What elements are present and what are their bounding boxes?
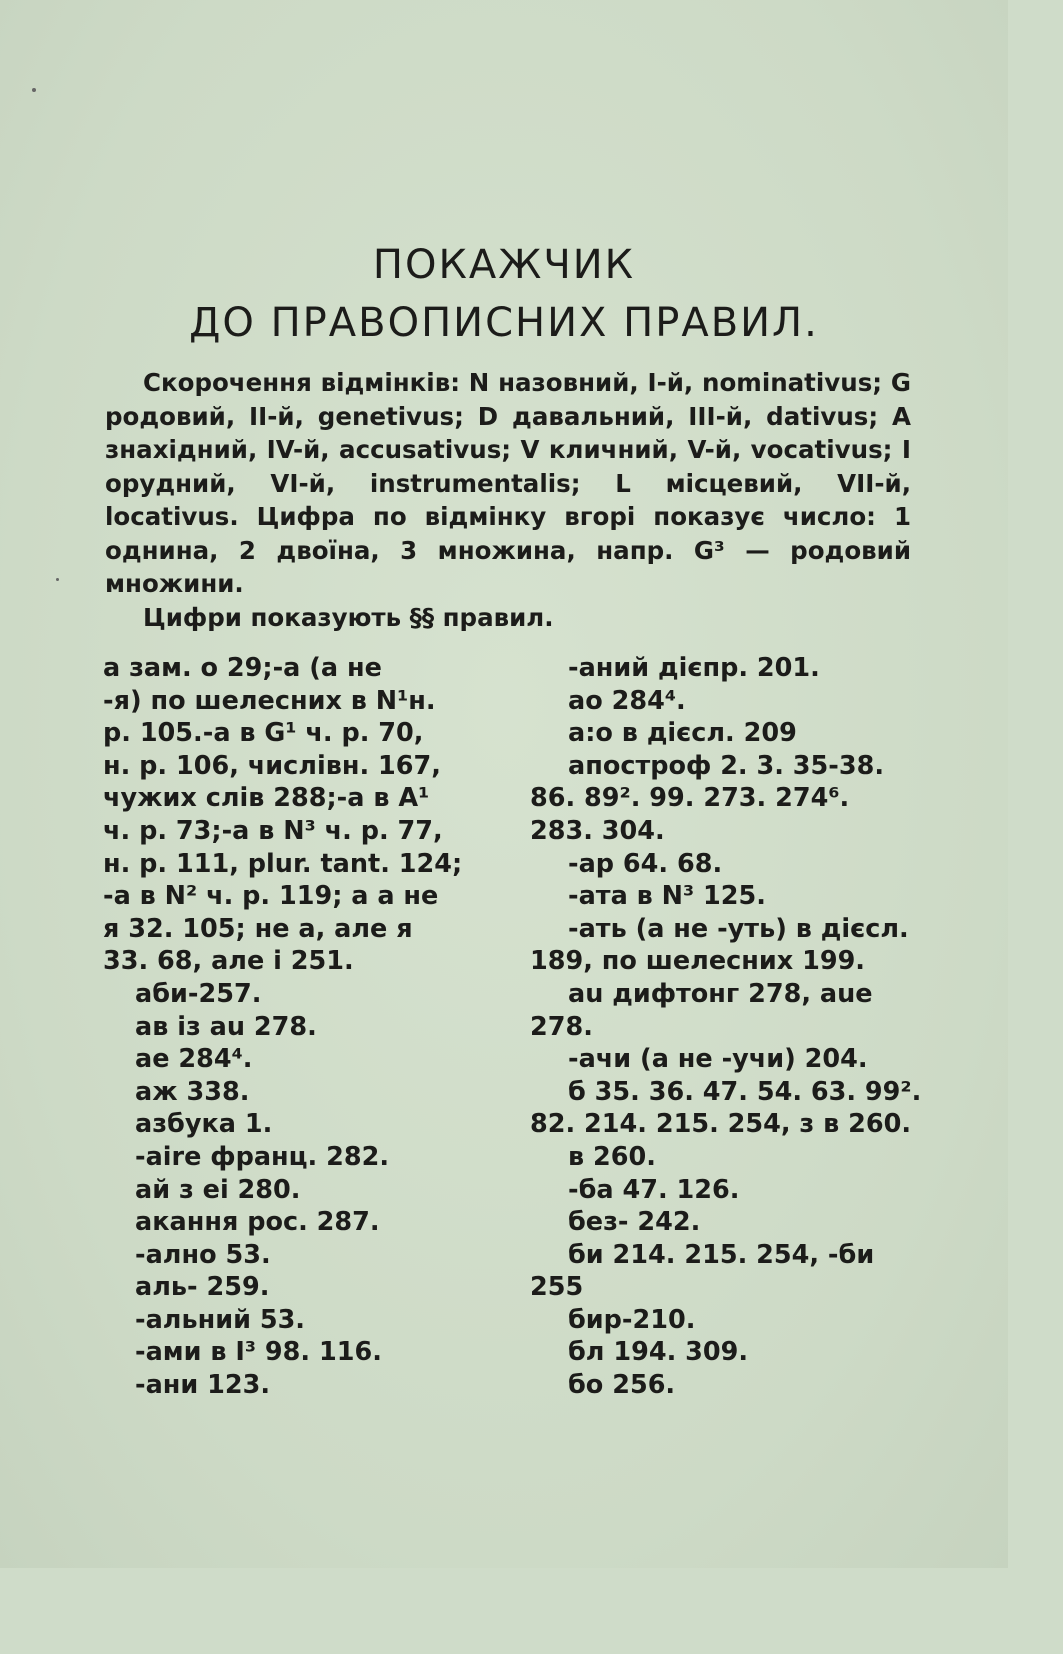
index-entry: -ани 123. xyxy=(135,1370,271,1401)
index-entry: б 35. 36. 47. 54. 63. 99². xyxy=(568,1076,922,1107)
index-entry: 86. 89². 99. 273. 274⁶. xyxy=(530,783,850,814)
index-entry: -a в N² ч. р. 119; a а не xyxy=(103,881,439,912)
index-entry: н. р. 106, числівн. 167, xyxy=(103,750,441,781)
abbreviations-intro xyxy=(105,366,911,634)
index-entry: -ба 47. 126. xyxy=(568,1174,740,1205)
intro-paragraph: Цифри показують §§ правил. xyxy=(143,602,554,632)
index-entry: би 214. 215. 254, -би xyxy=(568,1239,875,1270)
index-entry: -ать (а не -уть) в дієсл. xyxy=(568,913,909,944)
index-entry: ао 284⁴. xyxy=(568,685,686,716)
index-entry: a зам. о 29;-a (а не xyxy=(103,653,382,683)
index-entry: апостроф 2. 3. 35-38. xyxy=(568,750,885,781)
intro-paragraph: Скорочення відмінків: N назовний, I-й, nominativus; G родовий, II-й, genetivus; D давальний, III-й, dativus; A знахідний, IV-й, accusativus; V кличний, V-й, vocativus; I орудний, VI-й, instrumentalis; L місцевий, VII-й, locativus. Цифра по відмінку вгорі показує число: 1 однина, 2 двоїна, 3 множина, напр. G³ — родовий множини. xyxy=(105,368,911,598)
index-entry: 255 xyxy=(530,1272,584,1303)
index-entry: акання рос. 287. xyxy=(135,1207,380,1238)
index-entry: азбука 1. xyxy=(135,1109,273,1140)
index-entry: ай з ei 280. xyxy=(135,1174,301,1205)
index-entry: а:о в дієсл. 209 xyxy=(568,718,797,749)
index-entry: 82. 214. 215. 254, з в 260. xyxy=(530,1109,912,1140)
page-title-line2: ДО ПРАВОПИСНИХ ПРАВИЛ. xyxy=(189,300,819,346)
index-entry: ч. р. 73;-a в N³ ч. р. 77, xyxy=(103,815,443,846)
index-entry: ае 284⁴. xyxy=(135,1044,253,1075)
index-entry: -ами в I³ 98. 116. xyxy=(135,1337,382,1368)
index-entry: ав із au 278. xyxy=(135,1011,317,1042)
index-entry: 33. 68, але i 251. xyxy=(103,946,354,977)
index-entry: -аний дієпр. 201. xyxy=(568,653,820,683)
index-entry: аж 338. xyxy=(135,1076,250,1107)
index-entry: я 32. 105; не a, але я xyxy=(103,913,413,944)
index-entry: в 260. xyxy=(568,1141,656,1172)
index-entry: чужих слів 288;-a в A¹ xyxy=(103,783,430,814)
index-entry: аби-257. xyxy=(135,978,262,1009)
index-entry: -ално 53. xyxy=(135,1239,271,1270)
index-entry: бир-210. xyxy=(568,1304,696,1335)
index-entry: без- 242. xyxy=(568,1207,701,1238)
index-entry: au дифтонг 278, aue xyxy=(568,978,873,1009)
index-entry: 278. xyxy=(530,1011,593,1042)
index-entry: -aire франц. 282. xyxy=(135,1141,390,1172)
index-entry: -ачи (а не -учи) 204. xyxy=(568,1044,868,1075)
page-speck xyxy=(32,88,36,92)
index-entry: -я) по шелесних в N¹н. xyxy=(103,685,436,716)
index-entry: бл 194. 309. xyxy=(568,1337,749,1368)
index-column-left xyxy=(103,652,483,1402)
index-entry: бо 256. xyxy=(568,1370,676,1401)
index-entry: аль- 259. xyxy=(135,1272,270,1303)
index-entry: р. 105.-a в G¹ ч. р. 70, xyxy=(103,718,424,749)
page-speck xyxy=(56,578,59,581)
index-entry: 189, по шелесних 199. xyxy=(530,946,865,977)
index-entry: -ар 64. 68. xyxy=(568,848,723,879)
index-column-right xyxy=(530,652,922,1402)
page-title-line1: ПОКАЖЧИК xyxy=(372,242,636,288)
index-entry: -ата в N³ 125. xyxy=(568,881,766,912)
index-entry: -альний 53. xyxy=(135,1304,305,1335)
index-entry: н. р. 111, plur. tant. 124; xyxy=(103,848,463,879)
index-entry: 283. 304. xyxy=(530,815,665,846)
